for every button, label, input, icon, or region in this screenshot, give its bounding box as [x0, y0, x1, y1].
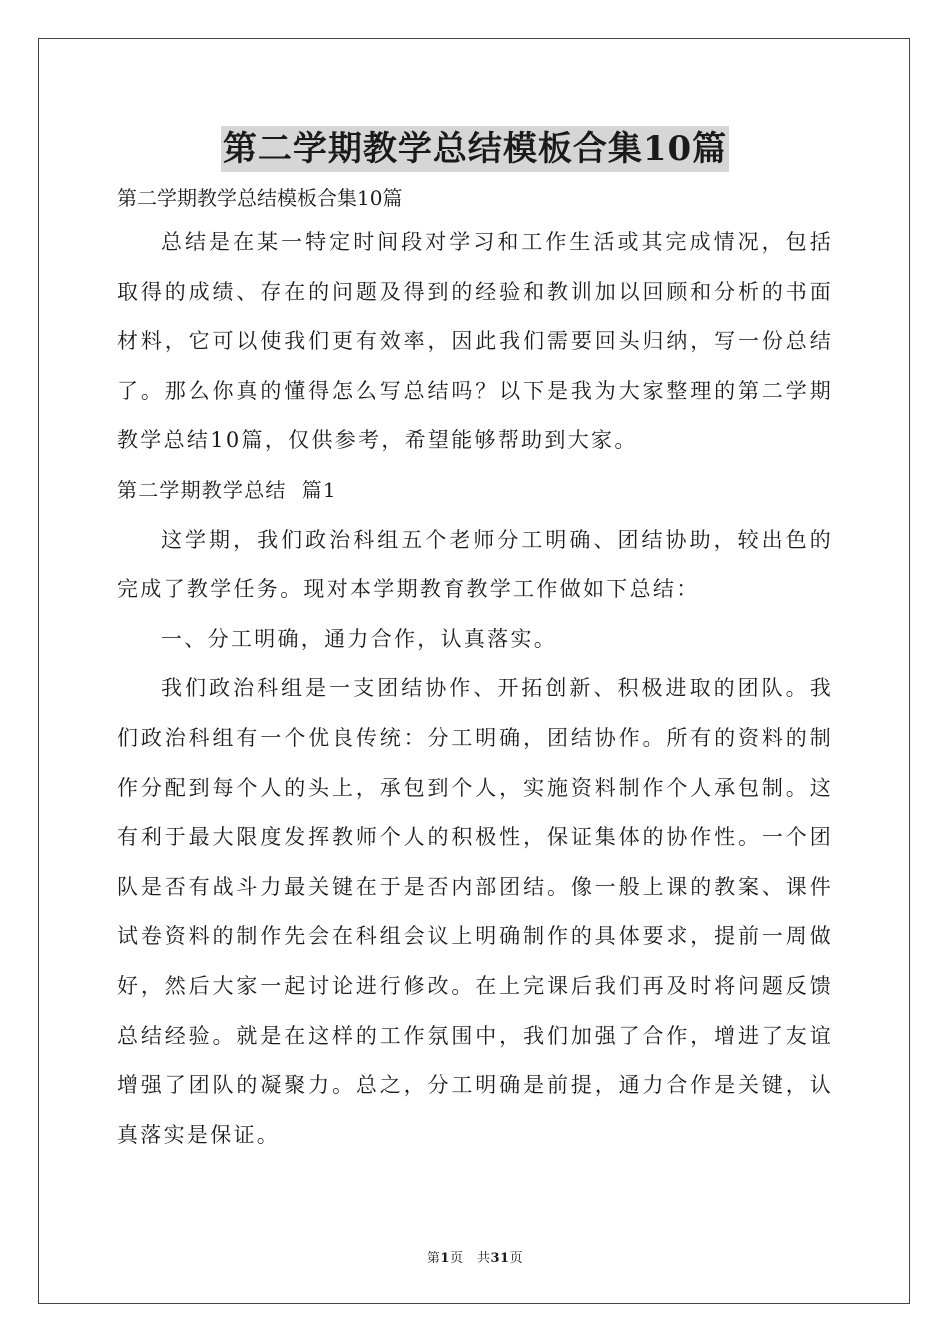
paragraph-line: 们政治科组有一个优良传统：分工明确，团结协作。所有的资料的制 — [117, 725, 833, 750]
paragraph-line: 作分配到每个人的头上，承包到个人，实施资料制作个人承包制。这 — [117, 775, 833, 800]
paragraph-line: 取得的成绩、存在的问题及得到的经验和教训加以回顾和分析的书面 — [117, 279, 833, 304]
paragraph-line: 这学期，我们政治科组五个老师分工明确、团结协助，较出色的 — [161, 527, 833, 552]
document-title-text: 第二学期教学总结模板合集10篇 — [221, 126, 729, 172]
page-suffix: 页 — [509, 1251, 524, 1266]
page-footer — [0, 1247, 950, 1266]
paragraph-line: 增强了团队的凝聚力。总之，分工明确是前提，通力合作是关键，认 — [117, 1073, 833, 1098]
paragraph-line: 试卷资料的制作先会在科组会议上明确制作的具体要求，提前一周做 — [117, 924, 833, 949]
paragraph-line: 材料，它可以使我们更有效率，因此我们需要回头归纳，写一份总结 — [117, 329, 833, 354]
section-heading: 第二学期教学总结 篇1 — [117, 477, 337, 502]
paragraph-line: 完成了教学任务。现对本学期教育教学工作做如下总结： — [117, 577, 700, 602]
point-heading: 一、分工明确，通力合作，认真落实。 — [161, 626, 558, 651]
intro-paragraph — [117, 218, 833, 466]
paragraph-line: 总结是在某一特定时间段对学习和工作生活或其完成情况，包括 — [161, 230, 833, 254]
paragraph-line: 了。那么你真的懂得怎么写总结吗？以下是我为大家整理的第二学期 — [117, 378, 833, 403]
paragraph-line: 总结经验。就是在这样的工作氛围中，我们加强了合作，增进了友谊 — [117, 1023, 833, 1048]
paragraph-line: 队是否有战斗力最关键在于是否内部团结。像一般上课的教案、课件 — [117, 874, 833, 899]
page-prefix: 第 — [426, 1251, 441, 1266]
paragraph-line: 我们政治科组是一支团结协作、开拓创新、积极进取的团队。我 — [161, 676, 833, 701]
document-title — [0, 126, 950, 172]
page-total: 31 — [490, 1251, 510, 1266]
paragraph-2 — [117, 664, 833, 1160]
paragraph-line: 有利于最大限度发挥教师个人的积极性，保证集体的协作性。一个团 — [117, 825, 833, 850]
paragraph-line: 真落实是保证。 — [117, 1122, 281, 1147]
paragraph-line: 教学总结10篇，仅供参考，希望能够帮助到大家。 — [117, 428, 638, 453]
paragraph-1 — [117, 516, 833, 615]
document-subtitle: 第二学期教学总结模板合集10篇 — [117, 186, 403, 210]
page-mid: 页 共 — [449, 1251, 491, 1266]
paragraph-line: 好，然后大家一起讨论进行修改。在上完课后我们再及时将问题反馈 — [117, 973, 833, 998]
document-body — [117, 178, 833, 1160]
page-current: 1 — [440, 1251, 450, 1266]
